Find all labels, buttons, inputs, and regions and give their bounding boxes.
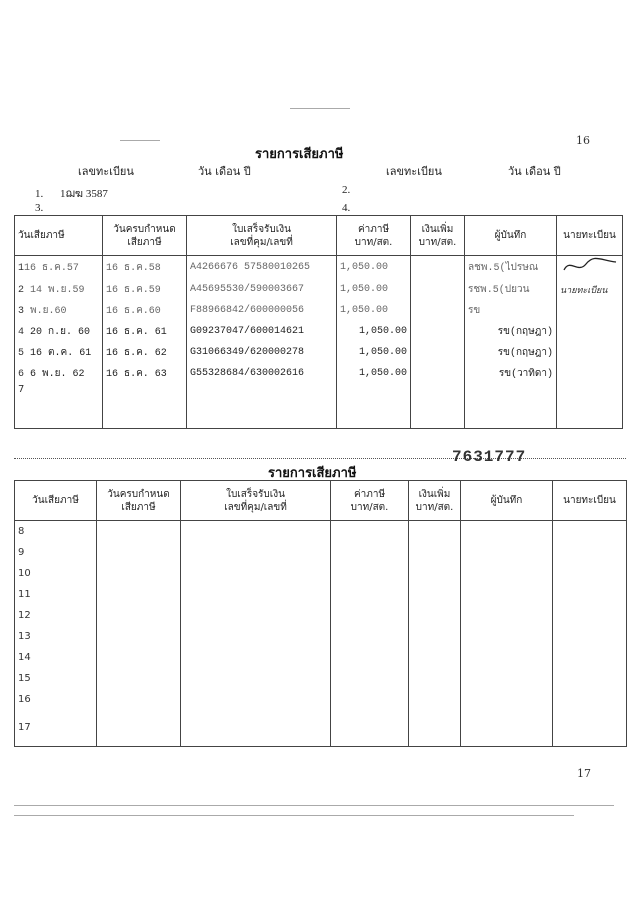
- table-row: [15, 279, 623, 300]
- reg-line-1: [35, 184, 108, 202]
- due-date: [103, 384, 187, 428]
- paid-date: 6 พ.ย. 62: [30, 369, 85, 380]
- table-row: [15, 668, 627, 689]
- extra-amount: [411, 342, 465, 363]
- row-number: 3: [18, 306, 25, 317]
- due-date: 16 ธ.ค.59: [103, 279, 187, 300]
- paid-date: 16 ต.ค. 61: [30, 348, 92, 359]
- top-page-number: 16: [576, 134, 590, 147]
- receipt-no: A4266676 57580010265: [187, 256, 337, 280]
- paid-date: 20 ก.ย. 60: [30, 327, 90, 338]
- tax-amount: 1,050.00: [337, 279, 411, 300]
- table-row: [15, 256, 623, 280]
- registrar-cell: [557, 300, 623, 321]
- extra-amount: [411, 363, 465, 384]
- table-row: [15, 321, 623, 342]
- table-row: [15, 563, 627, 584]
- table-row: [15, 542, 627, 563]
- extra-amount: [411, 256, 465, 280]
- extra-amount: [411, 300, 465, 321]
- scan-artifact-line: [14, 805, 614, 806]
- recorder: รข(วาทิดา): [465, 363, 557, 384]
- row-number: 16: [15, 689, 97, 710]
- table-row: [15, 710, 627, 746]
- recorder: รข(กฤษฎา): [465, 342, 557, 363]
- registrar-cell: [557, 342, 623, 363]
- row-number: 12: [15, 605, 97, 626]
- table-row: [15, 363, 623, 384]
- col-recorder: ผู้บันทึก: [461, 481, 553, 521]
- date-header-left: วัน เดือน ปี: [198, 165, 251, 178]
- col-registrar: นายทะเบียน: [557, 216, 623, 256]
- receipt-no: [187, 384, 337, 428]
- tax-amount: 1,050.00: [337, 321, 411, 342]
- scan-artifact-line: [120, 140, 160, 141]
- tax-table-2: [14, 480, 627, 747]
- table-row: [15, 384, 623, 428]
- registrar-cell: [557, 384, 623, 428]
- recorder: รข: [465, 300, 557, 321]
- due-date: 16 ธ.ค.58: [103, 256, 187, 280]
- col-recorder: ผู้บันทึก: [465, 216, 557, 256]
- row-number: 13: [15, 626, 97, 647]
- extra-amount: [411, 384, 465, 428]
- due-date: 16 ธ.ค.60: [103, 300, 187, 321]
- col-registrar: นายทะเบียน: [553, 481, 627, 521]
- cut-line: [14, 458, 626, 459]
- col-due-date: วันครบกำหนด เสียภาษี: [97, 481, 181, 521]
- registrar-cell: [557, 321, 623, 342]
- reg-value: 1ฌฆ 3587: [60, 188, 108, 200]
- recorder: รข(กฤษฎา): [465, 321, 557, 342]
- col-tax: ค่าภาษี บาท/สต.: [331, 481, 409, 521]
- row-number: 17: [15, 710, 97, 746]
- receipt-no: F88966842/600000056: [187, 300, 337, 321]
- row-number: 6: [18, 369, 25, 380]
- row-number: 9: [15, 542, 97, 563]
- receipt-no: G31066349/620000278: [187, 342, 337, 363]
- reg-num: 4.: [342, 202, 351, 214]
- row-number: 11: [15, 584, 97, 605]
- row-number: 15: [15, 668, 97, 689]
- table-row: [15, 605, 627, 626]
- registrar-cell: [557, 363, 623, 384]
- paid-date: 16 ธ.ค.57: [24, 263, 79, 274]
- due-date: 16 ธ.ค. 61: [103, 321, 187, 342]
- col-tax: ค่าภาษี บาท/สต.: [337, 216, 411, 256]
- table-row: [15, 342, 623, 363]
- reg-line-4: [342, 202, 350, 214]
- scan-artifact-line: [14, 815, 574, 816]
- receipt-no: A45695530/590003667: [187, 279, 337, 300]
- col-due-date: วันครบกำหนด เสียภาษี: [103, 216, 187, 256]
- col-paid-date: วันเสียภาษี: [15, 216, 103, 256]
- paid-date: พ.ย.60: [30, 306, 67, 317]
- row-number: 8: [15, 521, 97, 543]
- stamp-text: 7631777: [452, 448, 527, 466]
- tax-amount: [337, 384, 411, 428]
- recorder: [465, 384, 557, 428]
- recorder: ลชพ.5(ไปรษณ: [465, 256, 557, 280]
- reg-line-3: [35, 202, 43, 214]
- reg-num: 1.: [35, 188, 44, 200]
- table-row: [15, 626, 627, 647]
- table-row: [15, 584, 627, 605]
- extra-amount: [411, 279, 465, 300]
- section2-title: รายการเสียภาษี: [268, 466, 357, 481]
- reg-num: 2.: [342, 184, 351, 196]
- due-date: 16 ธ.ค. 63: [103, 363, 187, 384]
- table-row: [15, 647, 627, 668]
- col-receipt: ใบเสร็จรับเงิน เลขที่คุม/เลขที่: [187, 216, 337, 256]
- row-number: 2: [18, 285, 25, 296]
- registrar-signature: [557, 256, 623, 280]
- row-number: 7: [18, 384, 25, 395]
- reg-line-2: [342, 184, 350, 196]
- receipt-no: G55328684/630002616: [187, 363, 337, 384]
- tax-amount: 1,050.00: [337, 363, 411, 384]
- recorder: รชพ.5(ปยวน: [465, 279, 557, 300]
- tax-amount: 1,050.00: [337, 342, 411, 363]
- scan-artifact-line: [290, 108, 350, 109]
- extra-amount: [411, 321, 465, 342]
- receipt-no: G09237047/600014621: [187, 321, 337, 342]
- due-date: 16 ธ.ค. 62: [103, 342, 187, 363]
- table-row: [15, 689, 627, 710]
- row-number: 10: [15, 563, 97, 584]
- tax-amount: 1,050.00: [337, 300, 411, 321]
- reg-num: 3.: [35, 202, 44, 214]
- row-number: 5: [18, 348, 25, 359]
- row-number: 1: [18, 263, 25, 274]
- table-row: [15, 521, 627, 543]
- table-row: [15, 300, 623, 321]
- section1-title: รายการเสียภาษี: [255, 147, 344, 162]
- date-header-right: วัน เดือน ปี: [508, 165, 561, 178]
- reg-header-left: เลขทะเบียน: [78, 165, 134, 178]
- bottom-page-number: 17: [577, 767, 591, 780]
- row-number: 14: [15, 647, 97, 668]
- registrar-note: นายทะเบียน: [557, 279, 623, 300]
- tax-amount: 1,050.00: [337, 256, 411, 280]
- tax-table: [14, 215, 623, 429]
- reg-header-right: เลขทะเบียน: [386, 165, 442, 178]
- signature-icon: [560, 256, 620, 276]
- row-number: 4: [18, 327, 25, 338]
- col-extra: เงินเพิ่ม บาท/สต.: [411, 216, 465, 256]
- col-paid-date: วันเสียภาษี: [15, 481, 97, 521]
- col-extra: เงินเพิ่ม บาท/สต.: [409, 481, 461, 521]
- col-receipt: ใบเสร็จรับเงิน เลขที่คุม/เลขที่: [181, 481, 331, 521]
- paid-date: 14 พ.ย.59: [30, 285, 85, 296]
